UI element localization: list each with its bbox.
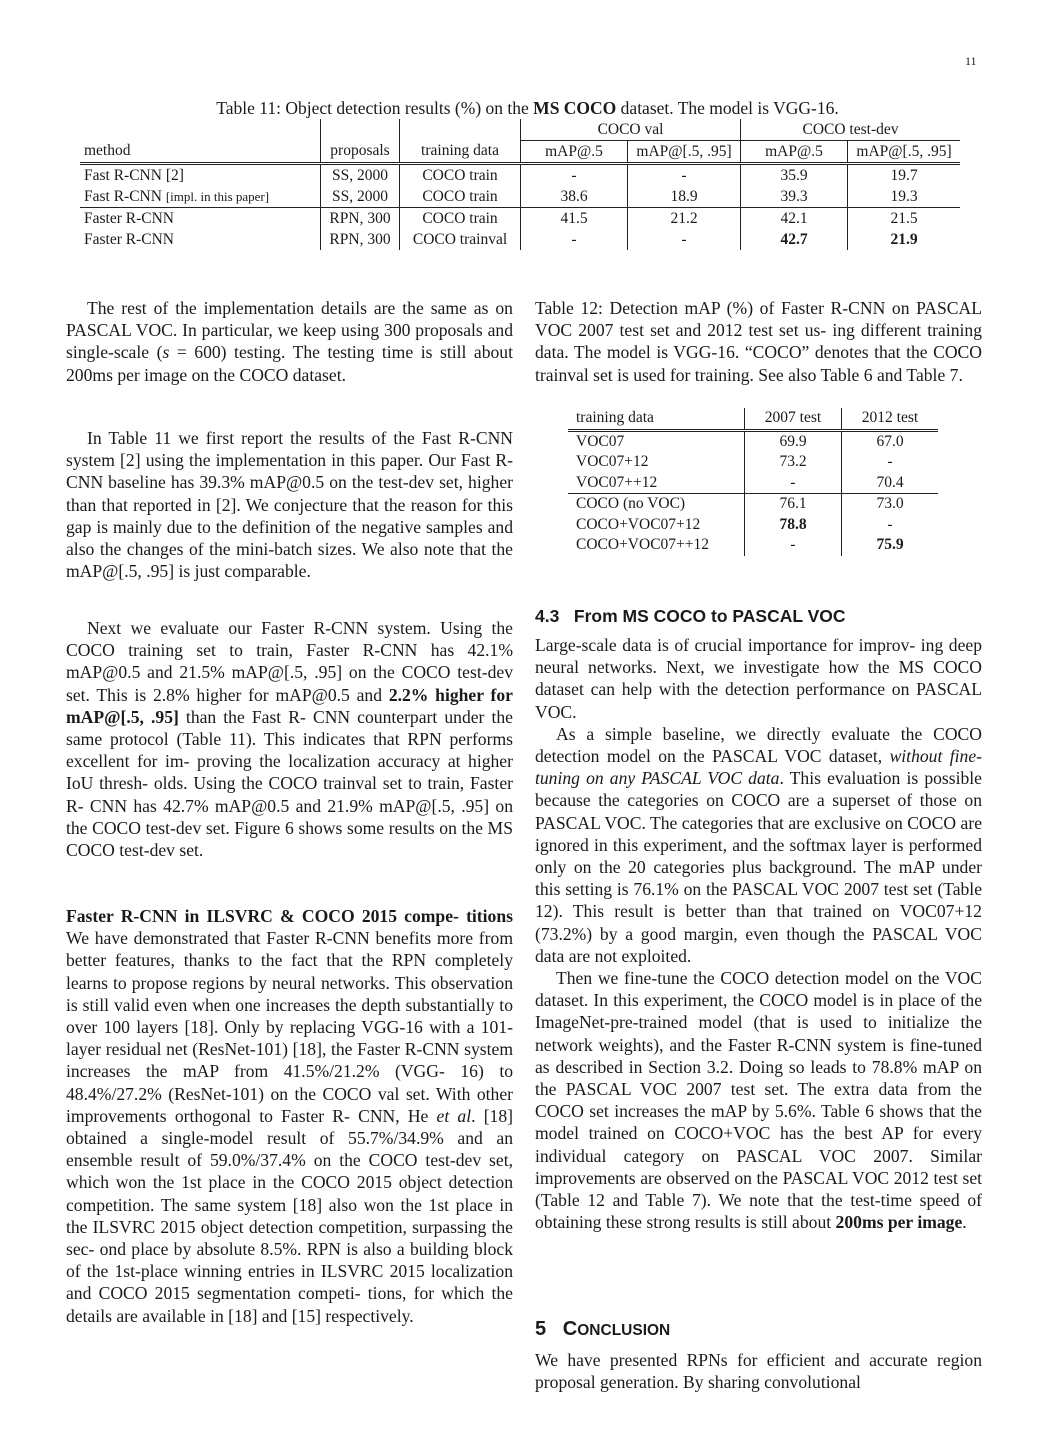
section-heading bbox=[535, 606, 846, 627]
text-line: and bbox=[356, 684, 389, 705]
table-header-row bbox=[568, 408, 938, 430]
header-cell: training data bbox=[400, 141, 521, 164]
cell: COCO trainval bbox=[400, 229, 521, 250]
table-row bbox=[568, 535, 938, 556]
paragraph bbox=[535, 1349, 982, 1393]
text-line: . [18] obtained a single-model result of bbox=[66, 1105, 514, 1149]
caption-bold: MS COCO bbox=[533, 98, 617, 118]
group-header: COCO val bbox=[521, 119, 741, 141]
text-line: that the RPN completely learns to propose regions by bbox=[66, 950, 513, 993]
cell: COCO train bbox=[400, 186, 521, 208]
text-line: 55.7%/34.9% and an ensemble result of 59.0%/37.4% bbox=[66, 1128, 514, 1171]
cell: 73.0 bbox=[842, 494, 939, 515]
section-heading bbox=[535, 1318, 670, 1341]
cell: 42.1 bbox=[741, 208, 848, 230]
table-row bbox=[568, 494, 938, 515]
text-line: the MS COCO dataset can help with the detection bbox=[535, 657, 982, 700]
section-number: 4.3 bbox=[535, 606, 560, 626]
table-header-row bbox=[80, 141, 960, 164]
text-line: same system [18] also won the 1st place in the ILSVRC bbox=[66, 1194, 514, 1237]
text-line: under this setting is 76.1% on the PASCAL VOC 2007 bbox=[535, 857, 982, 900]
cell: COCO train bbox=[400, 208, 521, 230]
text-line: in the COCO 2015 object detection competition. The bbox=[66, 1172, 514, 1215]
cell: - bbox=[745, 535, 842, 556]
header-cell: 2007 test bbox=[745, 408, 842, 430]
text-line: this experiment, and the softmax layer is performed bbox=[612, 834, 983, 855]
table-11 bbox=[80, 119, 960, 250]
italic-text: without fine-tuning on any PASCAL VOC data bbox=[535, 746, 982, 789]
text-line: the COCO training set to train, Faster R-CNN has bbox=[66, 618, 513, 661]
text-line: as on PASCAL VOC. In particular, we keep using bbox=[66, 298, 513, 341]
cell: 76.1 bbox=[745, 494, 842, 515]
table-row bbox=[80, 186, 960, 208]
text-line: than the Fast R- bbox=[178, 706, 306, 727]
text-line: Next we evaluate our Faster R-CNN system. Using bbox=[87, 618, 483, 638]
cell: COCO+VOC07++12 bbox=[576, 536, 710, 554]
paragraph-heading: Faster R-CNN in ILSVRC & COCO 2015 compe- bbox=[66, 906, 459, 926]
text-line: the COCO test-dev set. Figure 6 shows some results bbox=[66, 817, 435, 838]
cell: COCO+VOC07+12 bbox=[576, 515, 701, 533]
header-cell: mAP@.5 bbox=[741, 141, 848, 164]
header-cell: proposals bbox=[321, 141, 400, 164]
text-line: the best AP for every individual category on PASCAL bbox=[535, 1123, 982, 1166]
method-name: Fast R-CNN bbox=[84, 187, 166, 205]
paragraph bbox=[66, 905, 513, 1327]
text-line: We have presented RPNs for efficient and accurate bbox=[535, 1350, 928, 1370]
header-cell: mAP@[.5, .95] bbox=[848, 141, 961, 164]
cell: 18.9 bbox=[628, 186, 741, 208]
text-line: 2015 object detection competition, surpassing the sec- bbox=[66, 1216, 513, 1260]
cell: VOC07 bbox=[568, 430, 745, 452]
table-11-caption bbox=[0, 98, 1055, 119]
cell bbox=[745, 515, 842, 536]
cell bbox=[848, 229, 961, 250]
text-line: olds. Using the COCO trainval set to train, Faster R- bbox=[66, 773, 513, 816]
text-line: . bbox=[962, 1212, 967, 1233]
table-row bbox=[568, 452, 938, 473]
text-line: Table 12: Detection mAP (%) of Faster R-CNN on bbox=[535, 298, 910, 318]
table-12 bbox=[568, 408, 938, 556]
text-line: note that the test-time speed of obtaining these strong bbox=[535, 1190, 982, 1233]
text-line: PASCAL VOC 2007 test set. The extra data from bbox=[565, 1079, 952, 1100]
cell: 19.7 bbox=[848, 164, 961, 187]
text-line: is in place of the ImageNet-pre-trained model (that bbox=[535, 990, 983, 1033]
text-line: proving the localization accuracy at higher IoU thresh- bbox=[66, 751, 513, 794]
table-row bbox=[568, 515, 938, 536]
paragraph bbox=[535, 634, 982, 1233]
text-line: 100 layers [18]. Only by replacing VGG-16 with a 101- bbox=[103, 1017, 513, 1038]
italic-text: et al bbox=[436, 1105, 472, 1126]
table-row bbox=[568, 430, 938, 452]
cell: 67.0 bbox=[842, 430, 939, 452]
cell: COCO (no VOC) bbox=[568, 494, 745, 515]
cell: - bbox=[628, 164, 741, 187]
cell: SS, 2000 bbox=[321, 164, 400, 187]
text-line: set. With other improvements orthogonal to Faster R- bbox=[66, 1083, 513, 1126]
header-cell: mAP@[.5, .95] bbox=[628, 141, 741, 164]
text-line: This indicates that RPN performs excellent for im- bbox=[66, 729, 513, 772]
text-line: In Table 11 we first report the results of the Fast bbox=[87, 428, 452, 448]
header-cell: training data bbox=[576, 409, 654, 427]
text-line: on the MS COCO test-dev set. bbox=[66, 817, 513, 861]
text-line: = 600) testing. The bbox=[169, 342, 320, 363]
bold-text: 200ms per image bbox=[835, 1212, 963, 1233]
cell: 69.9 bbox=[745, 430, 842, 452]
text-line: 42.1% mAP@0.5 and 21.5% mAP@[.5, .95] on the bbox=[66, 640, 513, 683]
text-line: the PASCAL VOC data are not exploited. bbox=[535, 923, 982, 966]
cell: Fast R-CNN [2] bbox=[80, 164, 321, 187]
caption-text: Table 11: Object detection results (%) on the bbox=[216, 98, 534, 118]
text-line: COCO are a superset of those on PASCAL VOC. The bbox=[535, 790, 982, 833]
section-title-smallcaps: ONCLUSION bbox=[577, 1322, 671, 1339]
table-row bbox=[80, 208, 960, 230]
cell bbox=[842, 535, 939, 556]
math-variable: s bbox=[162, 342, 170, 363]
paragraph bbox=[66, 297, 513, 386]
text-line: 300 proposals and single-scale ( bbox=[66, 320, 513, 363]
text-line: due to the definition of the negative samples and also bbox=[66, 516, 513, 560]
cell: - bbox=[628, 229, 741, 250]
text-line: evaluation is possible because the categories on bbox=[535, 768, 982, 811]
text-line: Faster R-CNN system is fine-tuned as described in bbox=[535, 1034, 982, 1077]
text-line: testing time is still about 200ms per image on the bbox=[66, 342, 513, 385]
text-line: COCO test-dev set. This is 2.8% higher for mAP@0.5 bbox=[66, 662, 513, 705]
text-line: on VOC07+12 (73.2%) by a good margin, even though bbox=[535, 901, 982, 944]
table-row bbox=[80, 164, 960, 187]
section-title: C bbox=[562, 1318, 578, 1340]
text-line: shows that the model trained on COCO+VOC has bbox=[535, 1101, 982, 1144]
text-line: R-CNN system [2] using the implementation in this bbox=[66, 428, 514, 471]
cell: Faster R-CNN bbox=[80, 208, 321, 230]
text-line: CNN counterpart under the same protocol (Table 11). bbox=[66, 706, 513, 750]
table-row bbox=[568, 473, 938, 494]
text-line: layer residual net (ResNet-101) [18], the Faster R-CNN bbox=[66, 1039, 460, 1060]
table-group-header-row bbox=[80, 119, 960, 141]
best-value: 75.9 bbox=[876, 536, 904, 554]
text-line: the changes of the mini-batch sizes. We also note that bbox=[99, 539, 486, 560]
text-line: [15] respectively. bbox=[291, 1305, 414, 1326]
text-line: As a simple baseline, we directly evaluate the bbox=[556, 723, 923, 744]
cell: COCO train bbox=[400, 164, 521, 187]
paragraph bbox=[66, 617, 513, 861]
cell: 21.5 bbox=[848, 208, 961, 230]
best-value: 21.9 bbox=[890, 230, 918, 248]
cell bbox=[80, 186, 321, 208]
cell: - bbox=[842, 515, 939, 536]
cell: 73.2 bbox=[745, 452, 842, 473]
text-line: performance on PASCAL VOC. bbox=[535, 679, 982, 722]
cell: 39.3 bbox=[741, 186, 848, 208]
text-line: Section 3.2. Doing so leads to 78.8% mAP on the bbox=[535, 1056, 982, 1100]
text-line: We conjecture that the reason for this gap is mainly bbox=[66, 494, 513, 537]
text-line: when one increases the depth substantially to over bbox=[66, 994, 513, 1038]
text-line: ond place by absolute 8.5%. RPN is also a building bbox=[99, 1239, 469, 1260]
table-row bbox=[80, 229, 960, 250]
text-line: Then we fine-tune the COCO detection model on bbox=[556, 968, 913, 989]
text-line: PASCAL VOC 2007 test set and 2012 test set us- bbox=[535, 298, 982, 341]
text-line: for training. See also Table 6 and Table 7. bbox=[669, 364, 963, 385]
cell: RPN, 300 bbox=[321, 208, 400, 230]
bold-text: 2.2% higher for mAP@[.5, .95] bbox=[66, 684, 513, 727]
cell: 41.5 bbox=[521, 208, 628, 230]
cell: Faster R-CNN bbox=[84, 230, 174, 248]
paragraph-heading: titions bbox=[466, 906, 513, 926]
cell: - bbox=[745, 473, 842, 494]
cell: 21.2 bbox=[628, 208, 741, 230]
method-note: [impl. in this paper] bbox=[165, 188, 270, 204]
text-line: Large-scale data is of crucial importance for improv- bbox=[535, 635, 916, 655]
text-line: neural networks. This observation is still valid even bbox=[66, 972, 513, 1015]
cell: - bbox=[842, 452, 939, 473]
text-line: the mAP@[.5, .95] is just comparable. bbox=[66, 539, 513, 582]
text-line: ing different training data. The model is VGG-16. bbox=[535, 320, 982, 363]
text-line: benefits more from better features, thanks to the fact bbox=[66, 928, 513, 971]
text-line: only on the 20 categories plus background. The mAP bbox=[535, 857, 935, 878]
text-line: on the test-dev set, higher than that reported in [2]. bbox=[66, 472, 513, 515]
text-line: paper. Our Fast R-CNN baseline has 39.3% mAP@0.5 bbox=[66, 450, 513, 493]
text-line: categories that are exclusive on COCO are ignored in bbox=[535, 812, 982, 855]
text-line: localization and COCO 2015 segmentation competi- bbox=[66, 1261, 513, 1304]
text-line: tions, for which the details are available in [18] and bbox=[66, 1283, 513, 1326]
text-line: results is still about bbox=[694, 1212, 836, 1233]
best-value: 42.7 bbox=[780, 230, 808, 248]
text-line: system increases the mAP from 41.5%/21.2% (VGG- bbox=[66, 1039, 513, 1082]
text-line: COCO dataset. bbox=[239, 364, 346, 385]
text-line: is used to initialize the network weights), and the bbox=[535, 1012, 983, 1055]
text-line: CNN has 42.7% mAP@0.5 and 21.9% mAP@[.5, .95] on bbox=[89, 795, 513, 816]
text-line: VOC 2007. Similar improvements are observed on the bbox=[535, 1145, 982, 1188]
text-line: 16) to 48.4%/27.2% (ResNet-101) on the COCO val bbox=[66, 1061, 514, 1104]
header-cell: method bbox=[84, 142, 131, 160]
header-cell: 2012 test bbox=[842, 408, 939, 430]
cell: 38.6 bbox=[521, 186, 628, 208]
cell: SS, 2000 bbox=[321, 186, 400, 208]
page-number: 11 bbox=[965, 54, 977, 68]
text-line: We have demonstrated that Faster R-CNN bbox=[66, 928, 370, 949]
section-number: 5 bbox=[535, 1318, 547, 1340]
text-line: region proposal generation. By sharing convolutional bbox=[535, 1350, 982, 1393]
best-value: 78.8 bbox=[779, 515, 807, 533]
text-line: ing deep neural networks. Next, we investigate how bbox=[535, 635, 982, 678]
cell: VOC07++12 bbox=[576, 473, 658, 491]
text-line: test set (Table 12). This result is better than that trained bbox=[535, 879, 983, 922]
text-line: on the COCO test-dev set, which won the 1st place bbox=[66, 1150, 513, 1193]
text-line: block of the 1st-place winning entries in ILSVRC 2015 bbox=[66, 1239, 513, 1282]
cell: RPN, 300 bbox=[321, 229, 400, 250]
cell: 70.4 bbox=[842, 473, 939, 494]
text-line: . This bbox=[779, 768, 821, 789]
text-line: CNN, He bbox=[358, 1105, 437, 1126]
text-line: “COCO” denotes that the COCO trainval set is used bbox=[535, 342, 982, 385]
section-title: From MS COCO to PASCAL VOC bbox=[573, 606, 846, 626]
cell: VOC07+12 bbox=[576, 453, 649, 471]
caption-text: dataset. The model is VGG-16. bbox=[616, 98, 839, 118]
cell: - bbox=[521, 229, 628, 250]
cell: 19.3 bbox=[848, 186, 961, 208]
cell: 35.9 bbox=[741, 164, 848, 187]
text-line: The rest of the implementation details are the same bbox=[87, 298, 467, 318]
group-header: COCO test-dev bbox=[741, 119, 961, 141]
table-12-caption bbox=[535, 297, 982, 386]
cell: - bbox=[521, 164, 628, 187]
text-line: the VOC dataset. In this experiment, the COCO model bbox=[535, 968, 982, 1011]
header-cell: mAP@.5 bbox=[521, 141, 628, 164]
text-line: PASCAL VOC 2012 test set (Table 12 and Table 7). We bbox=[535, 1167, 983, 1211]
text-line: COCO detection model on the PASCAL VOC dataset, bbox=[535, 723, 982, 767]
cell bbox=[741, 229, 848, 250]
paragraph bbox=[66, 427, 513, 582]
text-line: the COCO set increases the mAP by 5.6%. Table 6 bbox=[535, 1079, 982, 1122]
